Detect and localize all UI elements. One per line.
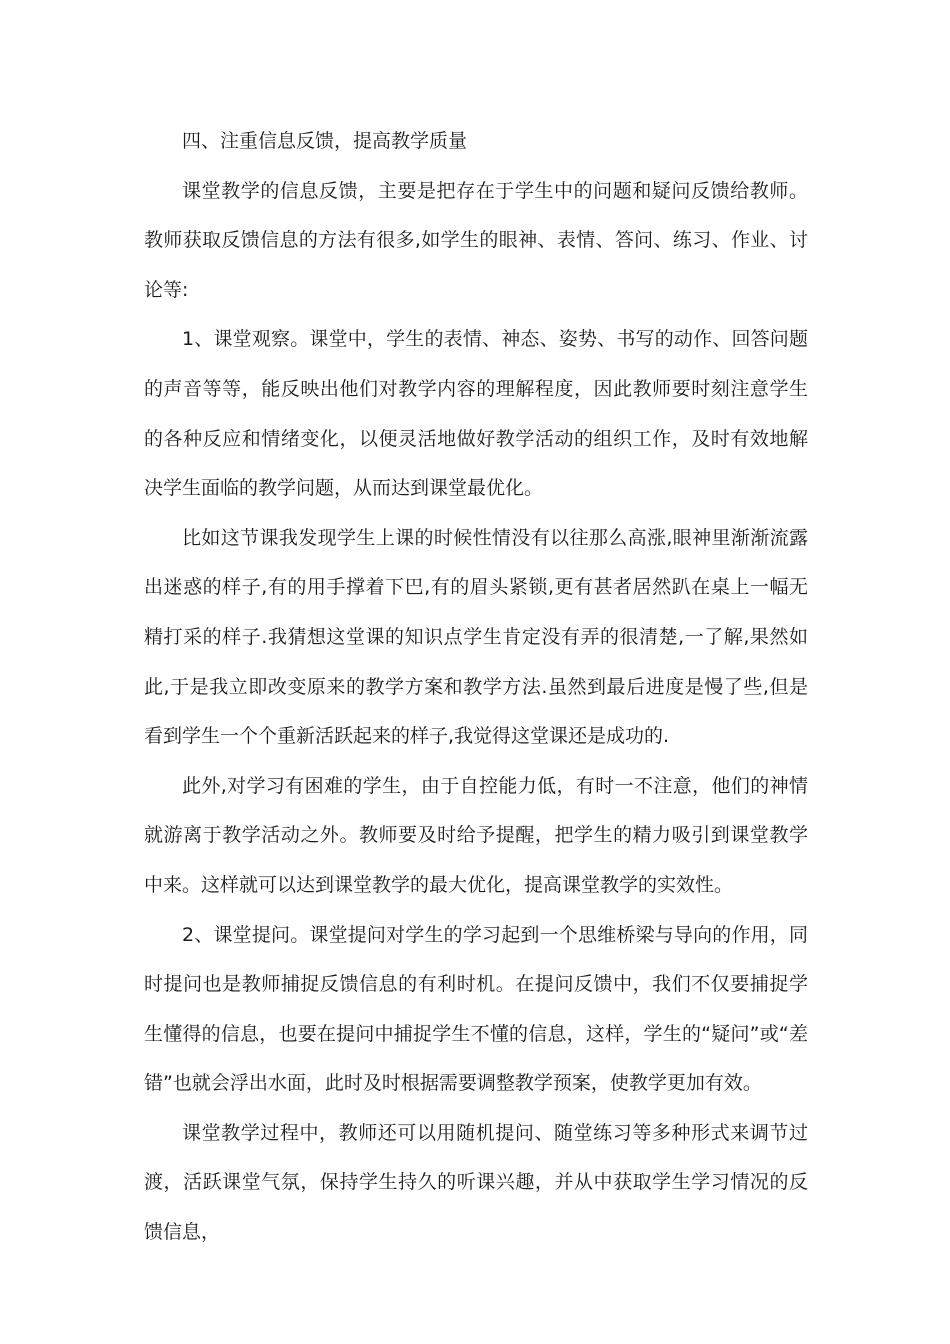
paragraph: 1、课堂观察。课堂中，学生的表情、神态、姿势、书写的动作、回答问题的声音等等，能反映出他们对教学内容的理解程度，因此教师要时刻注意学生的各种反应和情绪变化，以便灵活地做好教学活动的组织工作，及时有效地解决学生面临的教学问题，从而达到课堂最优化。 [144, 328, 808, 500]
paragraph: 2、课堂提问。课堂提问对学生的学习起到一个思维桥梁与导向的作用，同时提问也是教师捕捉反馈信息的有利时机。在提问反馈中，我们不仅要捕捉学生懂得的信息，也要在提问中捕捉学生不懂的信息，这样，学生的“疑问”或“差错”也就会浮出水面，此时及时根据需要调整教学预案，使教学更加有效。 [144, 923, 808, 1095]
paragraph: 课堂教学的信息反馈，主要是把存在于学生中的问题和疑问反馈给教师。教师获取反馈信息的方法有很多,如学生的眼神、表情、答问、练习、作业、讨论等: [144, 179, 808, 301]
paragraph: 比如这节课我发现学生上课的时候性情没有以往那么高涨,眼神里渐渐流露出迷惑的样子,有的用手撑着下巴,有的眉头紧锁,更有甚者居然趴在桌上一幅无精打采的样子.我猜想这堂课的知识点学生肯定没有弄的很清楚,一了解,果然如此,于是我立即改变原来的教学方案和教学方法.虽然到最后进度是慢了些,但是看到学生一个个重新活跃起来的样子,我觉得这堂课还是成功的. [144, 526, 808, 748]
paragraph: 此外,对学习有困难的学生，由于自控能力低，有时一不注意，他们的神情就游离于教学活动之外。教师要及时给予提醒，把学生的精力吸引到课堂教学中来。这样就可以达到课堂教学的最大优化，提高课堂教学的实效性。 [144, 774, 808, 896]
paragraph: 课堂教学过程中，教师还可以用随机提问、随堂练习等多种形式来调节过渡，活跃课堂气氛，保持学生持久的听课兴趣，并从中获取学生学习情况的反馈信息， [144, 1121, 808, 1244]
document-body [144, 117, 808, 1258]
section-heading: 四、注重信息反馈，提高教学质量 [182, 130, 468, 152]
